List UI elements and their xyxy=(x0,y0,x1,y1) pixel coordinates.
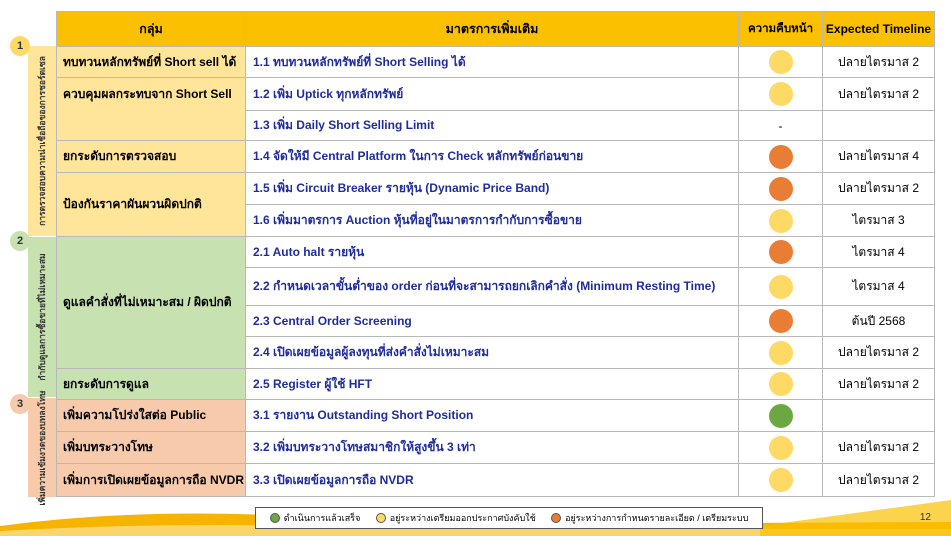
table-row xyxy=(57,464,935,497)
group-cell: เพิ่มความโปร่งใสต่อ Public xyxy=(57,400,246,432)
measure-cell: 1.6 เพิ่มมาตรการ Auction หุ้นที่อยู่ในมาตรการกำกับการซื้อขาย xyxy=(246,205,739,237)
progress-cell xyxy=(739,268,823,306)
header-group: กลุ่ม xyxy=(57,12,246,47)
status-yellow-icon xyxy=(769,209,793,233)
progress-cell xyxy=(739,237,823,268)
progress-cell xyxy=(739,47,823,78)
group-cell: ทบทวนหลักทรัพย์ที่ Short sell ได้ xyxy=(57,47,246,78)
timeline-cell: ปลายไตรมาส 2 xyxy=(823,78,935,111)
measure-cell: 1.3 เพิ่ม Daily Short Selling Limit xyxy=(246,111,739,141)
progress-cell xyxy=(739,173,823,205)
page-number: 12 xyxy=(919,512,931,523)
group-cell: ควบคุมผลกระทบจาก Short Sell xyxy=(57,78,246,141)
status-green-icon xyxy=(769,404,793,428)
timeline-cell: ปลายไตรมาส 4 xyxy=(823,141,935,173)
table-row xyxy=(57,369,935,400)
measure-cell: 1.1 ทบทวนหลักทรัพย์ที่ Short Selling ได้ xyxy=(246,47,739,78)
status-yellow-icon xyxy=(769,275,793,299)
timeline-cell xyxy=(823,111,935,141)
header-progress: ความคืบหน้า xyxy=(739,12,823,47)
side-label-3: เพิ่มความเข้มงวดของบทลงโทษ xyxy=(37,390,47,505)
progress-cell: - xyxy=(739,111,823,141)
legend-item-detailing xyxy=(551,511,748,525)
measure-cell: 2.1 Auto halt รายหุ้น xyxy=(246,237,739,268)
status-orange-icon xyxy=(769,240,793,264)
side-band-1 xyxy=(28,46,56,236)
status-yellow-icon xyxy=(769,468,793,492)
legend-label-preparing: อยู่ระหว่างเตรียมออกประกาศบังคับใช้ xyxy=(389,513,536,523)
group-cell: เพิ่มการเปิดเผยข้อมูลการถือ NVDR xyxy=(57,464,246,497)
legend-green-icon xyxy=(270,513,280,523)
group-cell: ยกระดับการดูแล xyxy=(57,369,246,400)
progress-cell xyxy=(739,306,823,337)
status-orange-icon xyxy=(769,177,793,201)
legend-label-detailing: อยู่ระหว่างการกำหนดรายละเอียด / เตรียมระบบ xyxy=(565,513,749,523)
status-yellow-icon xyxy=(769,82,793,106)
side-band-3 xyxy=(28,390,56,505)
timeline-cell: ปลายไตรมาส 2 xyxy=(823,464,935,497)
measure-cell: 3.2 เพิ่มบทระวางโทษสมาชิกให้สูงขึ้น 3 เท่า xyxy=(246,432,739,464)
table-row xyxy=(57,237,935,268)
progress-cell xyxy=(739,369,823,400)
table-header-row xyxy=(57,12,935,47)
timeline-cell: ปลายไตรมาส 2 xyxy=(823,47,935,78)
table-row xyxy=(57,400,935,432)
status-yellow-icon xyxy=(769,372,793,396)
section-number-3: 3 xyxy=(10,394,30,414)
measure-cell: 2.3 Central Order Screening xyxy=(246,306,739,337)
header-measure: มาตรการเพิ่มเติม xyxy=(246,12,739,47)
measure-cell: 3.3 เปิดเผยข้อมูลการถือ NVDR xyxy=(246,464,739,497)
table-row xyxy=(57,78,935,111)
status-yellow-icon xyxy=(769,436,793,460)
group-cell: ยกระดับการตรวจสอบ xyxy=(57,141,246,173)
table-row xyxy=(57,173,935,205)
measures-table xyxy=(56,11,935,497)
measure-cell: 1.5 เพิ่ม Circuit Breaker รายหุ้น (Dynamic Price Band) xyxy=(246,173,739,205)
progress-cell xyxy=(739,78,823,111)
section-number-2: 2 xyxy=(10,231,30,251)
measure-cell: 2.5 Register ผู้ใช้ HFT xyxy=(246,369,739,400)
status-orange-icon xyxy=(769,145,793,169)
timeline-cell: ไตรมาส 4 xyxy=(823,268,935,306)
section-number-1: 1 xyxy=(10,36,30,56)
side-band-2 xyxy=(28,237,56,397)
legend-item-preparing xyxy=(376,511,536,525)
progress-cell xyxy=(739,432,823,464)
legend-yellow-icon xyxy=(376,513,386,523)
table-row xyxy=(57,432,935,464)
progress-cell xyxy=(739,400,823,432)
legend-label-done: ดำเนินการแล้วเสร็จ xyxy=(283,513,361,523)
legend-item-done xyxy=(270,511,361,525)
progress-cell xyxy=(739,205,823,237)
timeline-cell: ไตรมาส 3 xyxy=(823,205,935,237)
progress-cell xyxy=(739,337,823,369)
progress-cell xyxy=(739,141,823,173)
status-legend xyxy=(255,507,763,529)
measure-cell: 1.4 จัดให้มี Central Platform ในการ Check หลักทรัพย์ก่อนขาย xyxy=(246,141,739,173)
progress-cell xyxy=(739,464,823,497)
table-row xyxy=(57,141,935,173)
group-cell: เพิ่มบทระวางโทษ xyxy=(57,432,246,464)
timeline-cell: ปลายไตรมาส 2 xyxy=(823,369,935,400)
timeline-cell xyxy=(823,400,935,432)
status-yellow-icon xyxy=(769,50,793,74)
group-cell: ดูแลคำสั่งที่ไม่เหมาะสม / ผิดปกติ xyxy=(57,237,246,369)
legend-orange-icon xyxy=(551,513,561,523)
timeline-cell: ไตรมาส 4 xyxy=(823,237,935,268)
timeline-cell: ปลายไตรมาส 2 xyxy=(823,337,935,369)
side-label-1: การตรวจสอบความน่าเชื่อถือของการชอร์ตเซล xyxy=(37,56,47,226)
measure-cell: 2.4 เปิดเผยข้อมูลผู้ลงทุนที่ส่งคำสั่งไม่เหมาะสม xyxy=(246,337,739,369)
timeline-cell: ปลายไตรมาส 2 xyxy=(823,432,935,464)
measure-cell: 3.1 รายงาน Outstanding Short Position xyxy=(246,400,739,432)
status-orange-icon xyxy=(769,309,793,333)
side-label-2: กำกับดูแลการซื้อขายที่ไม่เหมาะสม xyxy=(37,253,47,381)
status-yellow-icon xyxy=(769,341,793,365)
measure-cell: 1.2 เพิ่ม Uptick ทุกหลักทรัพย์ xyxy=(246,78,739,111)
group-cell: ป้องกันราคาผันผวนผิดปกติ xyxy=(57,173,246,237)
table-row xyxy=(57,47,935,78)
measure-cell: 2.2 กำหนดเวลาขั้นต่ำของ order ก่อนที่จะสามารถยกเลิกคำสั่ง (Minimum Resting Time) xyxy=(246,268,739,306)
timeline-cell: ต้นปี 2568 xyxy=(823,306,935,337)
timeline-cell: ปลายไตรมาส 2 xyxy=(823,173,935,205)
header-timeline: Expected Timeline xyxy=(823,12,935,47)
